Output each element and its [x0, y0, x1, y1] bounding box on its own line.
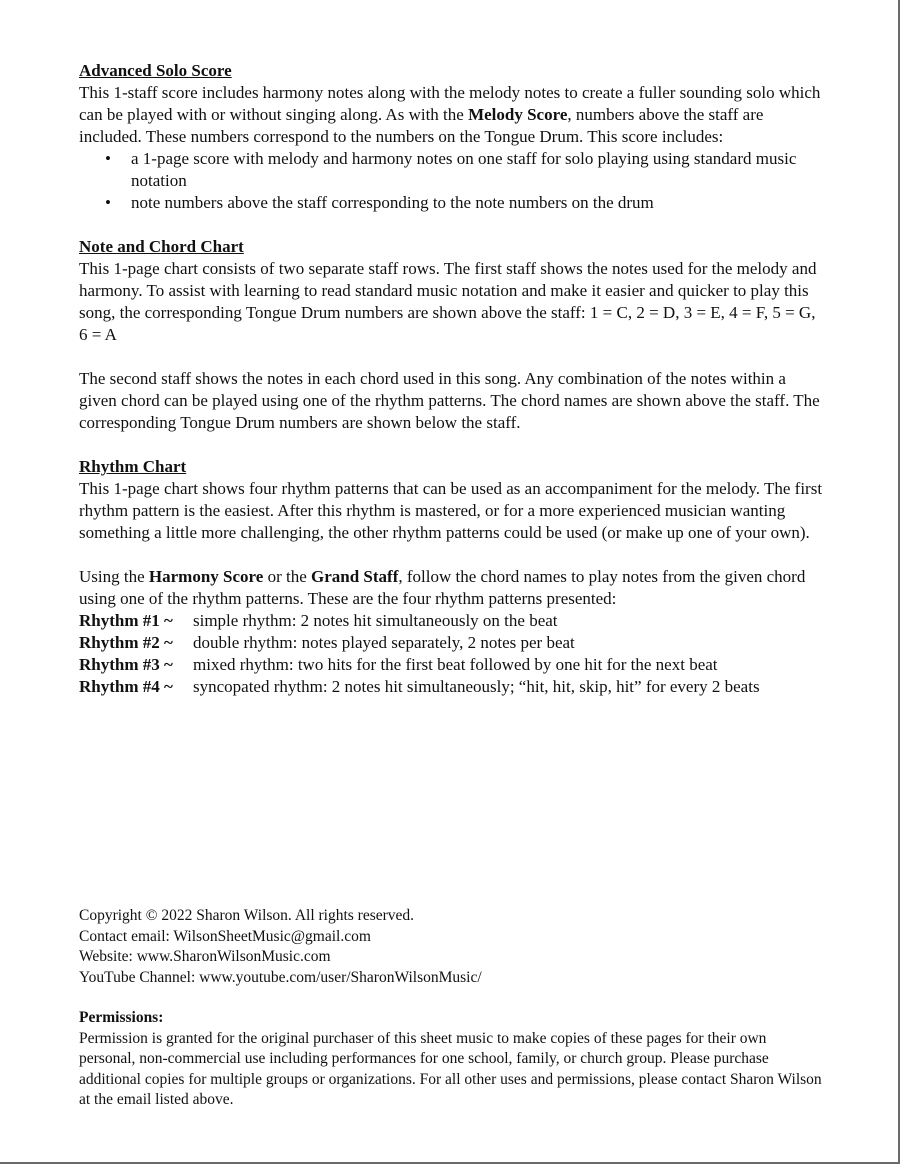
advanced-intro-text-2: , numbers above the staff are included. These numbers correspond to the numbers on the Tongue Drum. This score includes: — [79, 105, 764, 146]
rhythm-usage-paragraph — [79, 566, 824, 610]
permissions-text: Permission is granted for the original purchaser of this sheet music to make copies of these pages for their own personal, non-commercial use including performances for one school, family, or church group. Please purchase additional copies for multiple groups or organizations. For all other uses and permissions, please contact Sharon Wilson at the email listed above. — [79, 1029, 822, 1108]
rhythm-pattern-desc: double rhythm: notes played separately, 2 notes per beat — [193, 633, 575, 652]
note-chord-section — [79, 236, 824, 434]
list-item-text: a 1-page score with melody and harmony notes on one staff for solo playing using standard music notation — [131, 149, 797, 190]
rhythm-pattern-desc: simple rhythm: 2 notes hit simultaneously on the beat — [193, 611, 558, 630]
bullet-icon: • — [105, 193, 111, 212]
rhythm-pattern-name: Rhythm #4 ~ — [79, 677, 173, 696]
bullet-icon: • — [105, 149, 111, 168]
advanced-solo-intro — [79, 82, 824, 148]
rhythm-pattern-row — [79, 632, 824, 654]
rhythm-pattern-name: Rhythm #1 ~ — [79, 611, 173, 630]
document-body — [79, 60, 824, 698]
rhythm-section — [79, 456, 824, 698]
rhythm-pattern-desc: mixed rhythm: two hits for the first beat followed by one hit for the next beat — [193, 655, 718, 674]
note-chord-paragraph-2: The second staff shows the notes in each chord used in this song. Any combination of the notes within a given chord can be played using one of the rhythm patterns. The chord names are shown above the staff. The corresponding Tongue Drum numbers are shown below the staff. — [79, 369, 820, 432]
rhythm-pattern-row — [79, 610, 824, 632]
advanced-solo-section — [79, 60, 824, 214]
rhythm-pattern-row — [79, 654, 824, 676]
list-item — [105, 148, 824, 192]
harmony-score-term: Harmony Score — [148, 567, 264, 586]
list-item — [105, 192, 824, 214]
rhythm-pattern-list — [79, 610, 824, 698]
rhythm-pattern-desc: syncopated rhythm: 2 notes hit simultaneously; “hit, hit, skip, hit” for every 2 beats — [193, 677, 760, 696]
rhythm-title: Rhythm Chart — [79, 457, 187, 476]
advanced-intro-text-1: This 1-staff score includes harmony notes along with the melody notes to create a fuller sounding solo which can be played with or without singing along. As with the — [79, 83, 821, 124]
rhythm-pattern-name: Rhythm #2 ~ — [79, 633, 173, 652]
copyright-line: Copyright © 2022 Sharon Wilson. All rights reserved. — [79, 907, 415, 924]
footer — [79, 906, 824, 1111]
website-line: Website: www.SharonWilsonMusic.com — [79, 948, 331, 965]
permissions-title: Permissions: — [79, 1009, 164, 1026]
usage-text-2: or the — [263, 567, 311, 586]
grand-staff-term: Grand Staff — [311, 567, 399, 586]
rhythm-pattern-name: Rhythm #3 ~ — [79, 655, 173, 674]
contact-email-line: Contact email: WilsonSheetMusic@gmail.com — [79, 927, 371, 945]
advanced-solo-title: Advanced Solo Score — [79, 61, 232, 80]
note-chord-title: Note and Chord Chart — [79, 237, 244, 256]
melody-score-term: Melody Score — [468, 105, 568, 124]
youtube-line: YouTube Channel: www.youtube.com/user/SharonWilsonMusic/ — [79, 968, 482, 986]
list-item-text: note numbers above the staff corresponding to the note numbers on the drum — [131, 193, 654, 212]
advanced-solo-bullets — [79, 148, 824, 214]
rhythm-paragraph-1: This 1-page chart shows four rhythm patterns that can be used as an accompaniment for the melody. The first rhythm pattern is the easiest. After this rhythm is mastered, or for a more experienced musician wanting something a little more challenging, the other rhythm patterns could be used (or make up one of your own). — [79, 479, 823, 542]
note-chord-paragraph-1: This 1-page chart consists of two separate staff rows. The first staff shows the notes used for the melody and harmony. To assist with learning to read standard music notation and make it easier and quicker to play this song, the corresponding Tongue Drum numbers are shown above the staff: 1 = C, 2 = D, 3 = E, 4 = F, 5 = G, 6 = A — [79, 259, 817, 344]
usage-text-1: Using the — [79, 567, 149, 586]
rhythm-pattern-row — [79, 676, 824, 698]
usage-text-3: , follow the chord names to play notes from the given chord using one of the rhythm patterns. These are the four rhythm patterns presented: — [79, 567, 806, 608]
